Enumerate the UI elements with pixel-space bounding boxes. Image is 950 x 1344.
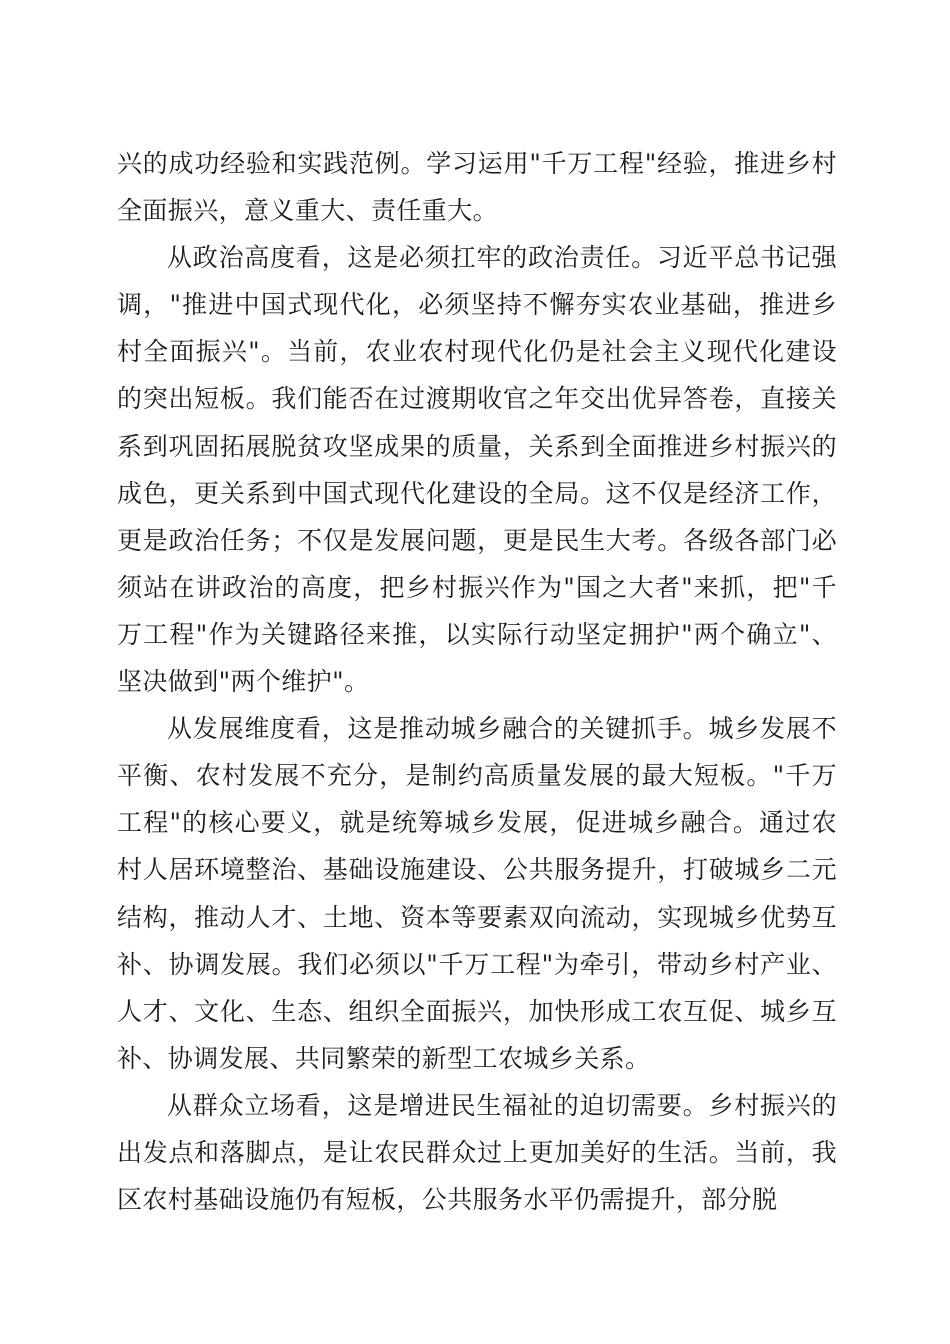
paragraph-4: 从群众立场看，这是增进民生福祉的迫切需要。乡村振兴的出发点和落脚点，是让农民群众过上更加美好的生活。当前，我区农村基础设施仍有短板，公共服务水平仍需提升，部分脱 (117, 1090, 837, 1215)
paragraph-2: 从政治高度看，这是必须扛牢的政治责任。习近平总书记强调，"推进中国式现代化，必须坚持不懈夯实农业基础，推进乡村全面振兴"。当前，农业农村现代化仍是社会主义现代化建设的突出短板。我们能否在过渡期收官之年交出优异答卷，直接关系到巩固拓展脱贫攻坚成果的质量，关系到全面推进乡村振兴的成色，更关系到中国式现代化建设的全局。这不仅是经济工作，更是政治任务；不仅是发展问题，更是民生大考。各级各部门必须站在讲政治的高度，把乡村振兴作为"国之大者"来抓，把"千万工程"作为关键路径来推，以实际行动坚定拥护"两个确立"、坚决做到"两个维护"。 (117, 243, 837, 697)
document-body (117, 140, 837, 1223)
paragraph-3: 从发展维度看，这是推动城乡融合的关键抓手。城乡发展不平衡、农村发展不充分，是制约高质量发展的最大短板。"千万工程"的核心要义，就是统筹城乡发展，促进城乡融合。通过农村人居环境整治、基础设施建设、公共服务提升，打破城乡二元结构，推动人才、土地、资本等要素双向流动，实现城乡优势互补、协调发展。我们必须以"千万工程"为牵引，带动乡村产业、人才、文化、生态、组织全面振兴，加快形成工农互促、城乡互补、协调发展、共同繁荣的新型工农城乡关系。 (117, 714, 837, 1073)
paragraph-1: 兴的成功经验和实践范例。学习运用"千万工程"经验，推进乡村全面振兴，意义重大、责任重大。 (117, 149, 837, 226)
